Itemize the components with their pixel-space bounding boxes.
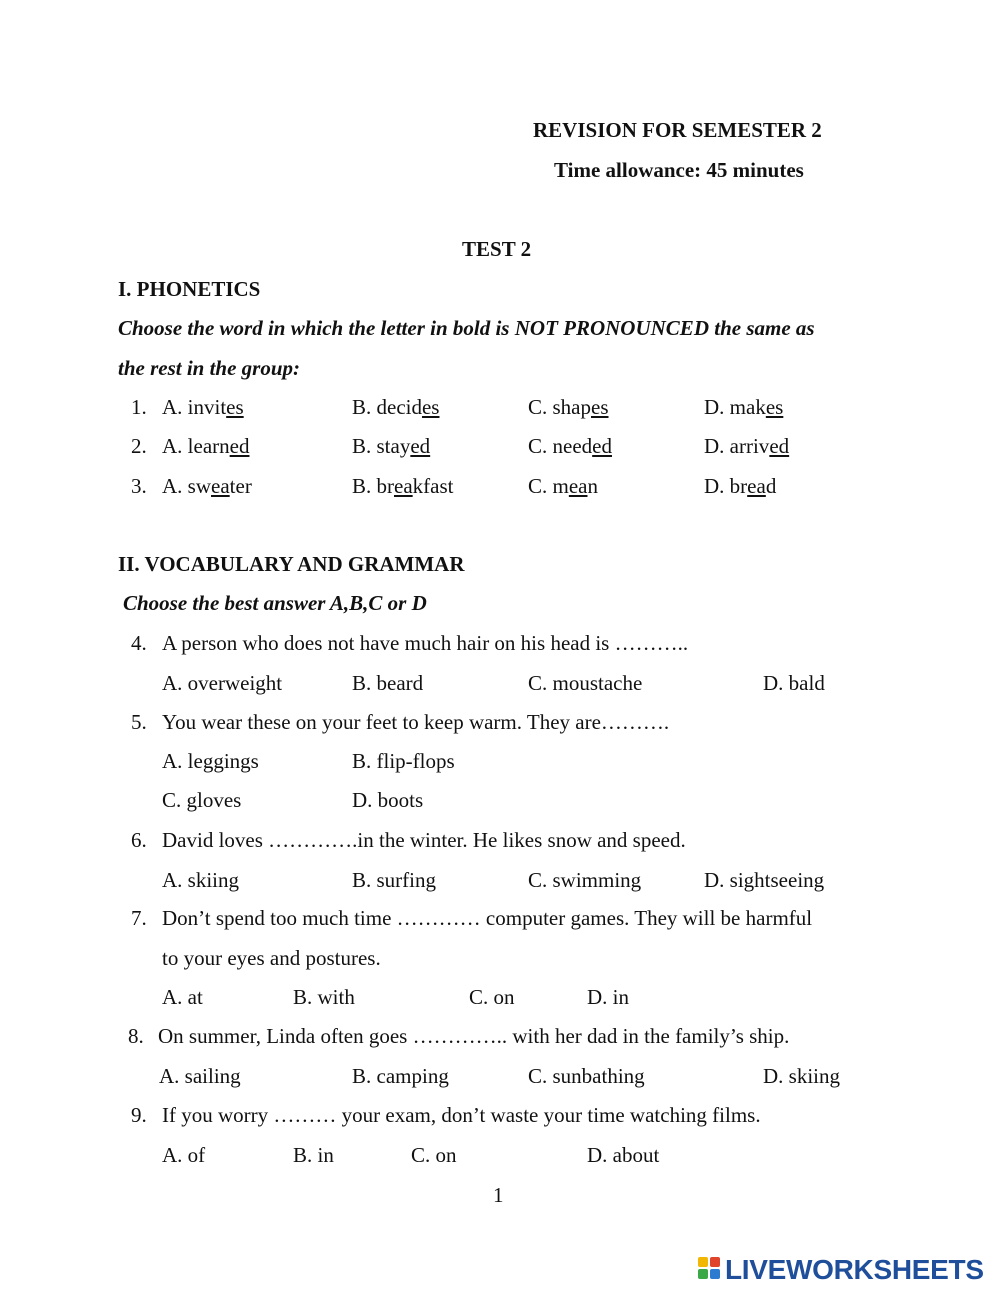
answer-option[interactable]: C. gloves xyxy=(162,788,242,812)
page-number: 1 xyxy=(493,1183,504,1207)
liveworksheets-logo-icon xyxy=(698,1257,722,1283)
underlined-letters: es xyxy=(765,395,784,419)
underlined-letters: ed xyxy=(592,434,612,458)
question-number: 6. xyxy=(131,828,147,852)
underlined-letters: es xyxy=(421,395,440,419)
question-text-continued: to your eyes and postures. xyxy=(162,946,381,970)
answer-option[interactable]: A. leggings xyxy=(162,749,259,773)
answer-option[interactable]: C. needed xyxy=(528,434,612,458)
answer-option[interactable]: A. overweight xyxy=(162,671,283,695)
question-number: 5. xyxy=(131,710,147,734)
underlined-letters: es xyxy=(226,395,244,419)
question-number: 2. xyxy=(131,434,147,458)
question-text: You wear these on your feet to keep warm. They are………. xyxy=(162,710,670,734)
answer-option[interactable]: B. stayed xyxy=(352,434,431,458)
vocabulary-instruction: Choose the best answer A,B,C or D xyxy=(123,591,427,615)
answer-option[interactable]: D. bread xyxy=(704,474,777,498)
phonetics-instruction-line2: the rest in the group: xyxy=(118,356,301,380)
underlined-letters: es xyxy=(591,395,609,419)
answer-option[interactable]: C. shapes xyxy=(528,395,609,419)
answer-option[interactable]: D. arrived xyxy=(704,434,790,458)
answer-option[interactable]: D. boots xyxy=(352,788,424,812)
answer-option[interactable]: A. of xyxy=(162,1143,206,1167)
answer-option[interactable]: A. learned xyxy=(162,434,250,458)
answer-option[interactable]: D. skiing xyxy=(763,1064,841,1088)
question-text: Don’t spend too much time ………… computer games. They will be harmful xyxy=(162,906,813,930)
question-text: A person who does not have much hair on his head is ……….. xyxy=(162,631,689,655)
answer-option[interactable]: C. on xyxy=(411,1143,457,1167)
answer-option[interactable]: B. surfing xyxy=(352,868,436,892)
section-heading-phonetics: I. PHONETICS xyxy=(118,277,261,301)
question-number: 7. xyxy=(131,906,147,930)
time-allowance: Time allowance: 45 minutes xyxy=(554,158,804,182)
question-number: 9. xyxy=(131,1103,147,1127)
answer-option[interactable]: C. mean xyxy=(528,474,598,498)
liveworksheets-logo xyxy=(698,1252,984,1288)
answer-option[interactable]: A. skiing xyxy=(162,868,240,892)
answer-option[interactable]: B. flip-flops xyxy=(352,749,455,773)
question-text: If you worry ……… your exam, don’t waste your time watching films. xyxy=(162,1103,761,1127)
answer-option[interactable]: B. in xyxy=(293,1143,334,1167)
answer-option[interactable]: B. breakfast xyxy=(352,474,454,498)
question-number: 3. xyxy=(131,474,147,498)
underlined-letters: ed xyxy=(410,434,431,458)
underlined-letters: ea xyxy=(394,474,413,498)
answer-option[interactable]: A. at xyxy=(162,985,203,1009)
answer-option[interactable]: D. makes xyxy=(704,395,784,419)
answer-option[interactable]: C. sunbathing xyxy=(528,1064,645,1088)
answer-option[interactable]: D. bald xyxy=(763,671,825,695)
document-title: REVISION FOR SEMESTER 2 xyxy=(533,118,822,142)
answer-option[interactable]: B. beard xyxy=(352,671,424,695)
answer-option[interactable]: A. sailing xyxy=(159,1064,241,1088)
answer-option[interactable]: B. with xyxy=(293,985,355,1009)
underlined-letters: ea xyxy=(568,474,588,498)
question-number: 8. xyxy=(128,1024,144,1048)
answer-option[interactable]: C. swimming xyxy=(528,868,642,892)
underlined-letters: ed xyxy=(229,434,250,458)
liveworksheets-logo-text: LIVEWORKSHEETS xyxy=(725,1254,984,1285)
answer-option[interactable]: D. sightseeing xyxy=(704,868,825,892)
underlined-letters: ea xyxy=(747,474,766,498)
question-number: 1. xyxy=(131,395,147,419)
underlined-letters: ea xyxy=(211,474,230,498)
answer-option[interactable]: D. in xyxy=(587,985,629,1009)
answer-option[interactable]: C. on xyxy=(469,985,515,1009)
answer-option[interactable]: C. moustache xyxy=(528,671,643,695)
question-text: On summer, Linda often goes ………….. with her dad in the family’s ship. xyxy=(158,1024,790,1048)
question-number: 4. xyxy=(131,631,147,655)
answer-option[interactable]: D. about xyxy=(587,1143,660,1167)
answer-option[interactable]: A. sweater xyxy=(162,474,252,498)
answer-option[interactable]: B. decides xyxy=(352,395,440,419)
test-label: TEST 2 xyxy=(462,237,532,261)
question-text: David loves ………….in the winter. He likes snow and speed. xyxy=(162,828,686,852)
underlined-letters: ed xyxy=(769,434,790,458)
section-heading-vocabulary: II. VOCABULARY AND GRAMMAR xyxy=(118,552,465,576)
answer-option[interactable]: A. invites xyxy=(162,395,244,419)
phonetics-instruction-line1: Choose the word in which the letter in bold is NOT PRONOUNCED the same as xyxy=(118,316,815,340)
answer-option[interactable]: B. camping xyxy=(352,1064,449,1088)
